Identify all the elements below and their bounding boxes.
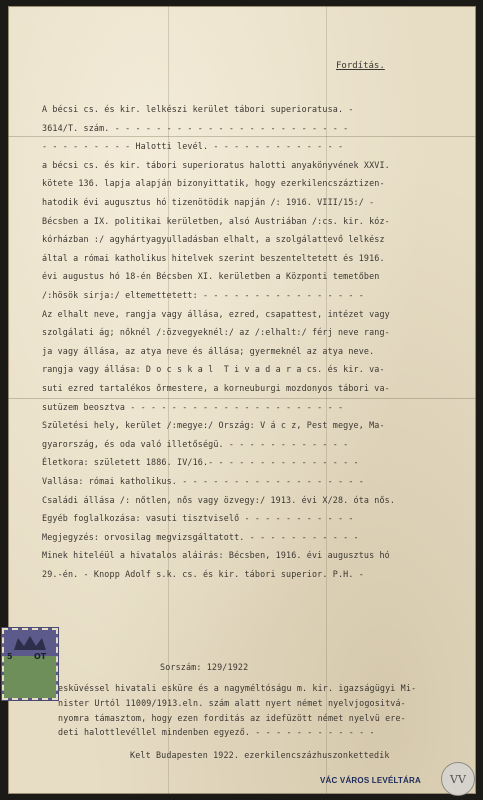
certificate-line: Születési hely, kerület /:megye:/ Ország: V á c z, Pest megye, Ma- bbox=[42, 420, 385, 431]
certificate-line: gyarország, és oda való illetőségü. - - - - - - - - - - - - bbox=[42, 438, 349, 449]
certificate-line: Családi állása /: nőtlen, nős vagy özvegy:/ 1913. évi X/28. óta nős. bbox=[42, 494, 396, 505]
certificate-line: /:hösök sirja:/ eltemettetett: - - - - - - - - - - - - - - - - bbox=[42, 290, 364, 300]
register-number: Sorszám: 129/1922 bbox=[160, 662, 249, 672]
certificate-line: által a római katholikus hitelvek szerint beszenteltetett és 1916. bbox=[42, 252, 385, 263]
certificate-line: suti ezred tartalékos őrmestere, a korneuburgi mozdonyos tábori va- bbox=[42, 383, 390, 393]
crown-emblem-icon bbox=[6, 632, 54, 654]
revenue-stamp-lower bbox=[4, 656, 56, 698]
certificate-line: Életkora: született 1886. IV/16.- - - - - - - - - - - - - - - bbox=[42, 457, 359, 468]
revenue-stamp bbox=[2, 628, 58, 700]
certificate-line: évi augustus hó 18-én Bécsben XI. kerületben a Központi temetőben bbox=[42, 271, 380, 282]
certificate-line: ja vagy állása, az atya neve és állása; gyermeknél az atya neve. bbox=[42, 345, 375, 356]
archive-stamp: VÁC VÁROS LEVÉLTÁRA bbox=[320, 776, 421, 785]
certificate-line: Bécsben a IX. politikai kerületben, alsó Austriában /:cs. kir. kóz- bbox=[42, 215, 390, 226]
certificate-line: 29.-én. - Knopp Adolf s.k. cs. és kir. tábori superior. P.H. - bbox=[42, 569, 364, 579]
certificate-line: 3614/T. szám. - - - - - - - - - - - - - - - - - - - - - - - bbox=[42, 122, 349, 133]
certificate-line: hatodik évi augusztus hó tizenötödik napján /: 1916. VIII/15:/ - bbox=[42, 197, 375, 207]
stamp-currency: OT bbox=[34, 652, 47, 661]
certificate-line: Minek hiteléül a hivatalos aláirás: Bécsben, 1916. évi augusztus hó bbox=[42, 550, 390, 561]
fold-line bbox=[8, 136, 476, 137]
certificate-line: szolgálati ág; nőknél /:özvegyeknél:/ az /:elhalt:/ férj neve rang- bbox=[42, 327, 390, 338]
certificate-line: Egyéb foglalkozása: vasuti tisztviselő - - - - - - - - - - - bbox=[42, 513, 354, 524]
certificate-line: Megjegyzés: orvosilag megvizsgáltatott. - - - - - - - - - - - bbox=[42, 531, 359, 542]
certificate-line: rangja vagy állása: D o c s k a l T i v a d a r a cs. és kir. va- bbox=[42, 364, 385, 375]
attestation-line: nyomra támasztom, hogy ezen forditás az idefüzött német nyelvü ere- bbox=[58, 712, 406, 723]
attestation-line: deti halottlevéllel mindenben egyező. - - - - - - - - - - - - bbox=[58, 727, 375, 738]
certificate-line: A bécsi cs. és kir. lelkészi kerület tábori superioratusa. - bbox=[42, 104, 354, 114]
certificate-line: sutüzem beosztva - - - - - - - - - - - - - - - - - - - - - bbox=[42, 401, 344, 412]
certificate-line: - - - - - - - - - Halotti levél. - - - - - - - - - - - - - bbox=[42, 141, 344, 152]
certificate-line: kötete 136. lapja alapján bizonyittatik, hogy ezerkilencszáztizen- bbox=[42, 178, 385, 189]
archive-seal-icon bbox=[441, 762, 475, 796]
fold-line bbox=[8, 398, 476, 399]
certificate-line: kórházban :/ agyhártyagyulladásban elhalt, a szolgálattevő lelkész bbox=[42, 234, 385, 245]
attestation-line: esküvéssel hivatali esküre és a nagyméltóságu m. kir. igazságügyi Mi- bbox=[58, 683, 417, 693]
certificate-line: Az elhalt neve, rangja vagy állása, ezred, csapattest, intézet vagy bbox=[42, 308, 390, 319]
document-title: Fordítás. bbox=[336, 61, 385, 71]
date-line: Kelt Budapesten 1922. ezerkilencszázhuszonkettedik bbox=[130, 750, 390, 760]
seal-monogram: VV bbox=[450, 772, 466, 786]
certificate-line: Vallása: római katholikus. - - - - - - - - - - - - - - - - - - bbox=[42, 476, 364, 486]
certificate-line: a bécsi cs. és kir. tábori superioratus halotti anyakönyvének XXVI. bbox=[42, 159, 390, 170]
attestation-line: nister Urtól 11009/1913.eln. szám alatt nyert német nyelvjogositvá- bbox=[58, 697, 406, 708]
stamp-value: 5 bbox=[7, 652, 13, 661]
